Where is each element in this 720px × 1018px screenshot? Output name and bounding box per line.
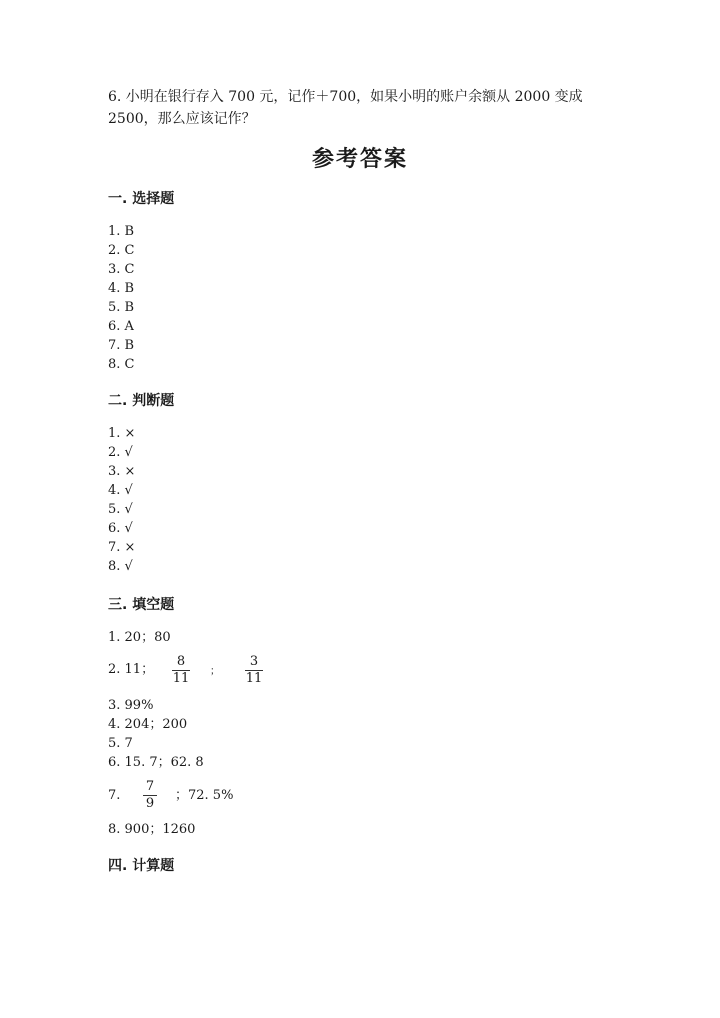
section-fill-heading: 三. 填空题 [108, 597, 175, 613]
fill-item-3: 3. 99% [108, 698, 154, 713]
list-item: 3. C [108, 262, 135, 277]
fraction [245, 655, 263, 686]
fill-item-6: 6. 15. 7；62. 8 [108, 755, 204, 770]
list-item: 5. √ [108, 502, 133, 517]
list-item: 2. C [108, 243, 135, 258]
fill-item-5: 5. 7 [108, 736, 133, 751]
fill-item-7-suffix: ；72. 5% [175, 788, 234, 803]
list-item: 6. √ [108, 521, 133, 536]
choice-answers [108, 222, 134, 374]
list-item: 1. B [108, 224, 135, 239]
answer-title: 参考答案 [311, 146, 408, 172]
fraction [172, 655, 190, 686]
list-item: 6. A [108, 319, 134, 334]
fill-item-1: 1. 20；80 [108, 630, 171, 645]
fill-item-8: 8. 900；1260 [108, 822, 196, 837]
list-item: 7. B [108, 338, 135, 353]
list-item: 8. √ [108, 559, 133, 574]
fill-item-4: 4. 204；200 [108, 717, 188, 732]
fraction [143, 780, 157, 811]
question-6-line-2: 2500，那么应该记作？ [108, 111, 256, 127]
fraction-numerator: 7 [145, 779, 155, 794]
section-judge-heading: 二. 判断题 [108, 393, 175, 409]
fill-item-2-separator: ； [210, 666, 220, 677]
list-item: 5. B [108, 300, 135, 315]
list-item: 7. × [108, 540, 136, 555]
list-item: 1. × [108, 426, 136, 441]
section-choice-heading: 一. 选择题 [108, 191, 175, 207]
list-item: 2. √ [108, 445, 133, 460]
list-item: 4. √ [108, 483, 133, 498]
question-6-line-1: 6. 小明在银行存入 700 元，记作＋700，如果小明的账户余额从 2000 变成 [108, 89, 583, 105]
fill-item-2-prefix: 2. 11； [108, 662, 155, 677]
fraction-numerator: 3 [249, 654, 259, 669]
fill-item-7-prefix: 7. [108, 788, 121, 803]
fraction-denominator: 9 [145, 796, 155, 811]
fraction-denominator: 11 [245, 671, 263, 686]
fraction-numerator: 8 [176, 654, 186, 669]
section-calc-heading: 四. 计算题 [108, 858, 175, 874]
list-item: 3. × [108, 464, 136, 479]
list-item: 4. B [108, 281, 135, 296]
judge-answers [108, 424, 135, 576]
list-item: 8. C [108, 357, 135, 372]
fraction-denominator: 11 [172, 671, 190, 686]
